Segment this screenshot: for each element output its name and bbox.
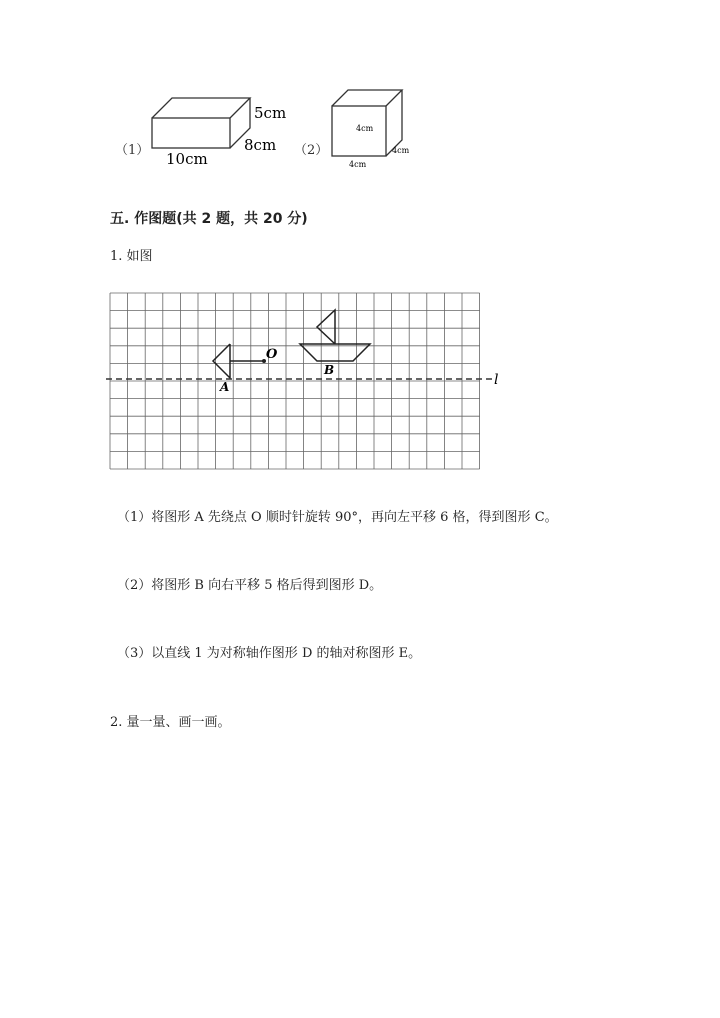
cube-top-face <box>332 90 402 106</box>
question-1-part-1: （1）将图形 A 先绕点 O 顺时针旋转 90°，再向左平移 6 格，得到图形 C。 <box>117 510 558 525</box>
question-2-title: 2. 量一量、画一画。 <box>110 715 231 730</box>
cube-figure <box>322 84 422 176</box>
figure-2-index: （2） <box>294 143 329 158</box>
question-1-title: 1. 如图 <box>110 249 153 264</box>
grid-lines <box>110 293 480 469</box>
grid-figure <box>106 290 510 470</box>
shape-b-label: B <box>324 363 335 377</box>
question-1-part-2: （2）将图形 B 向右平移 5 格后得到图形 D。 <box>117 578 383 593</box>
shape-a-label: A <box>220 380 230 394</box>
point-o-label: O <box>266 347 278 362</box>
cuboid-width-label: 8cm <box>244 136 277 154</box>
cuboid-height-label: 5cm <box>254 104 287 122</box>
cube-side-label: 4cm <box>392 146 410 155</box>
question-1-part-3: （3）以直线 1 为对称轴作图形 D 的轴对称图形 E。 <box>117 646 422 661</box>
cube-bottom-label: 4cm <box>349 160 367 169</box>
shape-b-sail <box>317 310 335 344</box>
cuboid-length-label: 10cm <box>166 150 208 168</box>
figure-1-index: （1） <box>115 143 150 158</box>
line-l-label: l <box>494 372 499 388</box>
cuboid-top-face <box>152 98 250 118</box>
cube-front-label: 4cm <box>356 124 374 133</box>
shape-b-hull <box>300 344 370 361</box>
cuboid-front-face <box>152 118 230 148</box>
section-title: 五. 作图题(共 2 题，共 20 分) <box>110 211 308 227</box>
cuboid-figure <box>140 90 290 170</box>
